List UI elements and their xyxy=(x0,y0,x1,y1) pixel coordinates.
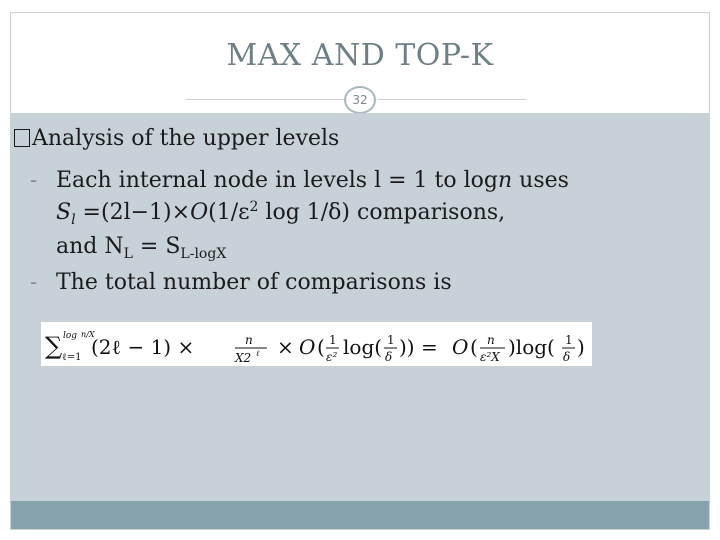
svg-text:δ: δ xyxy=(563,350,571,364)
nl-text: and N xyxy=(56,234,124,259)
svg-text:ε²: ε² xyxy=(326,350,338,364)
item-2-text: The total number of comparisons is xyxy=(56,270,452,295)
square-bullet-icon xyxy=(14,129,30,147)
item-1-var-n: n xyxy=(497,168,513,193)
svg-text:1: 1 xyxy=(387,333,395,347)
title-rule-right xyxy=(378,99,526,100)
epsilon-exponent: 2 xyxy=(249,199,259,215)
nl-subscript: L xyxy=(123,246,133,262)
footer-bar xyxy=(11,501,709,529)
svg-text:δ: δ xyxy=(385,350,393,364)
title-rule-left xyxy=(186,99,344,100)
list-item-1-line-2 xyxy=(56,199,506,228)
item-1-text: Each internal node in levels l = 1 to log xyxy=(56,168,498,193)
svg-text:log: log xyxy=(63,331,78,341)
formula-svg xyxy=(45,328,590,364)
svg-text:log(: log( xyxy=(343,335,383,359)
var-S-subscript: l xyxy=(71,212,76,228)
page-number: 32 xyxy=(344,86,376,114)
total-comparisons-formula xyxy=(45,328,590,369)
slide-title: MAX AND TOP-K xyxy=(226,38,494,73)
formula-image xyxy=(41,322,592,366)
section-heading: Analysis of the upper levels xyxy=(32,126,340,151)
list-item-2 xyxy=(30,270,452,295)
var-S: S xyxy=(56,200,72,225)
svg-text:O: O xyxy=(299,335,316,359)
expr-part-a: =(2l−1)× xyxy=(75,200,191,225)
svg-text:n: n xyxy=(245,333,253,347)
expr-part-c: log 1/δ) comparisons, xyxy=(258,200,506,225)
dash-bullet-icon: - xyxy=(30,270,38,294)
svg-text:∑: ∑ xyxy=(45,332,63,360)
svg-text:(: ( xyxy=(470,335,478,359)
svg-text:)) =: )) = xyxy=(399,335,438,359)
big-o: O xyxy=(190,200,209,225)
svg-text:1: 1 xyxy=(565,333,573,347)
sl-text: = S xyxy=(132,234,181,259)
svg-text:O: O xyxy=(452,335,469,359)
list-item-1-line-1 xyxy=(30,168,569,193)
item-1-text-end: uses xyxy=(512,168,569,193)
svg-text:ε²X: ε²X xyxy=(480,350,500,364)
expr-part-b: (1/ε xyxy=(208,200,250,225)
list-item-1-line-3 xyxy=(56,234,227,262)
svg-text:): ) xyxy=(577,335,585,359)
svg-text:X2: X2 xyxy=(235,351,252,364)
sl-subscript: L-logX xyxy=(180,246,227,262)
svg-text:(: ( xyxy=(317,335,325,359)
svg-text:1: 1 xyxy=(329,333,337,347)
svg-text:ℓ=1: ℓ=1 xyxy=(62,352,82,363)
dash-bullet-icon: - xyxy=(30,168,38,192)
svg-text:n: n xyxy=(487,333,495,347)
svg-text:)log(: )log( xyxy=(508,335,555,359)
svg-text:(2ℓ − 1) ×: (2ℓ − 1) × xyxy=(91,335,195,359)
svg-text:×: × xyxy=(277,335,294,359)
heading-bullet xyxy=(14,126,339,151)
svg-text:n/X: n/X xyxy=(81,330,95,339)
svg-text:ℓ: ℓ xyxy=(256,349,260,358)
